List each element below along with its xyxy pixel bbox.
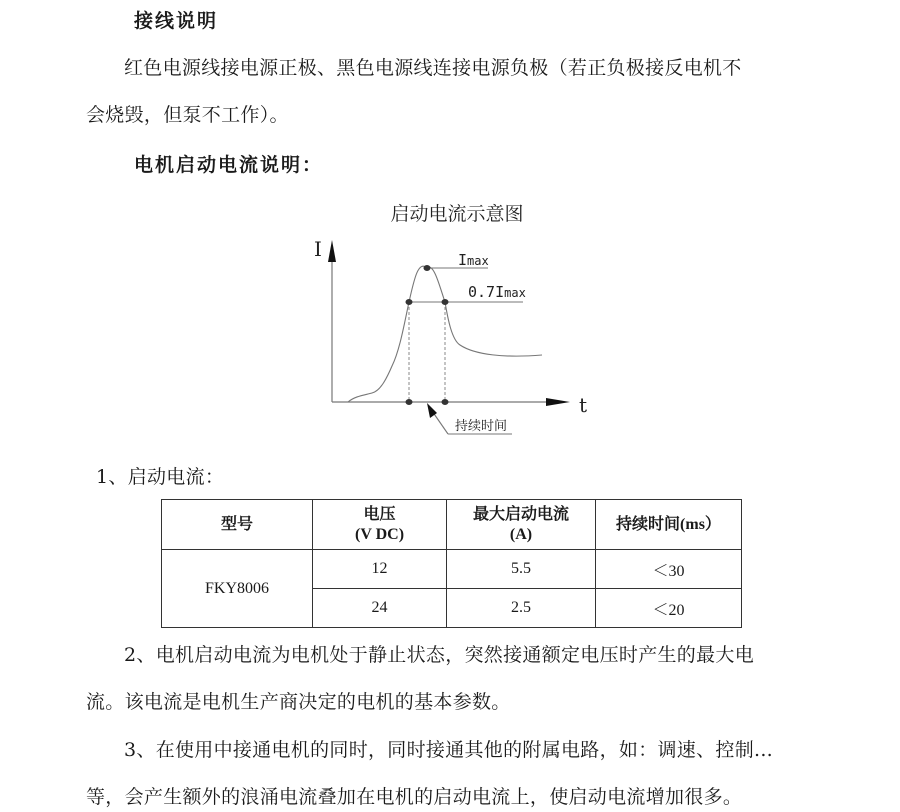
wiring-text-line1: 红色电源线接电源正极、黑色电源线连接电源负极（若正负极接反电机不 [124, 57, 742, 79]
header-max-current: 最大启动电流 (A) [447, 500, 596, 550]
header-duration: 持续时间(ms） [596, 500, 742, 550]
peak-label-main: I [458, 251, 468, 269]
x-axis-arrow-icon [546, 398, 570, 406]
header-voltage: 电压 (V DC) [313, 500, 447, 550]
cell-voltage: 24 [313, 589, 447, 628]
diagram-title: 启动电流示意图 [390, 203, 524, 225]
peak-label-sub: max [467, 254, 489, 268]
cell-max-current: 5.5 [447, 550, 596, 589]
wiring-heading: 接线说明 [134, 10, 219, 32]
item1-label: 1、启动电流： [96, 466, 225, 488]
table-header-row [162, 500, 742, 550]
time-point-end [442, 399, 449, 405]
threshold-label-main: 0.7I [468, 283, 505, 301]
peak-point [424, 265, 431, 271]
y-axis-arrow-icon [328, 240, 336, 262]
threshold-label-sub: max [504, 286, 526, 300]
cell-max-current: 2.5 [447, 589, 596, 628]
cell-duration: ＜20 [596, 589, 742, 628]
threshold-point-left [406, 299, 413, 305]
item3-line2: 等，会产生额外的浪涌电流叠加在电机的启动电流上，使启动电流增加很多。 [86, 786, 743, 808]
peak-label [458, 251, 489, 269]
cell-duration: ＜30 [596, 550, 742, 589]
y-axis-label: I [314, 237, 322, 261]
time-point-start [406, 399, 413, 405]
wiring-text-line2: 会烧毁，但泵不工作）。 [86, 104, 289, 126]
threshold-label [468, 283, 526, 301]
cell-model: FKY8006 [162, 550, 313, 628]
duration-label: 持续时间 [455, 419, 508, 434]
cell-voltage: 12 [313, 550, 447, 589]
item2-line2: 流。该电流是电机生产商决定的电机的基本参数。 [86, 691, 511, 713]
table-row [162, 550, 742, 589]
start-current-table [161, 499, 742, 628]
x-axis-label: t [579, 393, 588, 417]
start-current-diagram [300, 190, 600, 450]
threshold-point-right [442, 299, 449, 305]
item2-line1: 2、电机启动电流为电机处于静止状态，突然接通额定电压时产生的最大电 [124, 644, 754, 666]
header-model: 型号 [162, 500, 313, 550]
item3-line1: 3、在使用中接通电机的同时，同时接通其他的附属电路，如：调速、控制... [124, 739, 774, 761]
start-current-heading: 电机启动电流说明： [134, 154, 324, 176]
